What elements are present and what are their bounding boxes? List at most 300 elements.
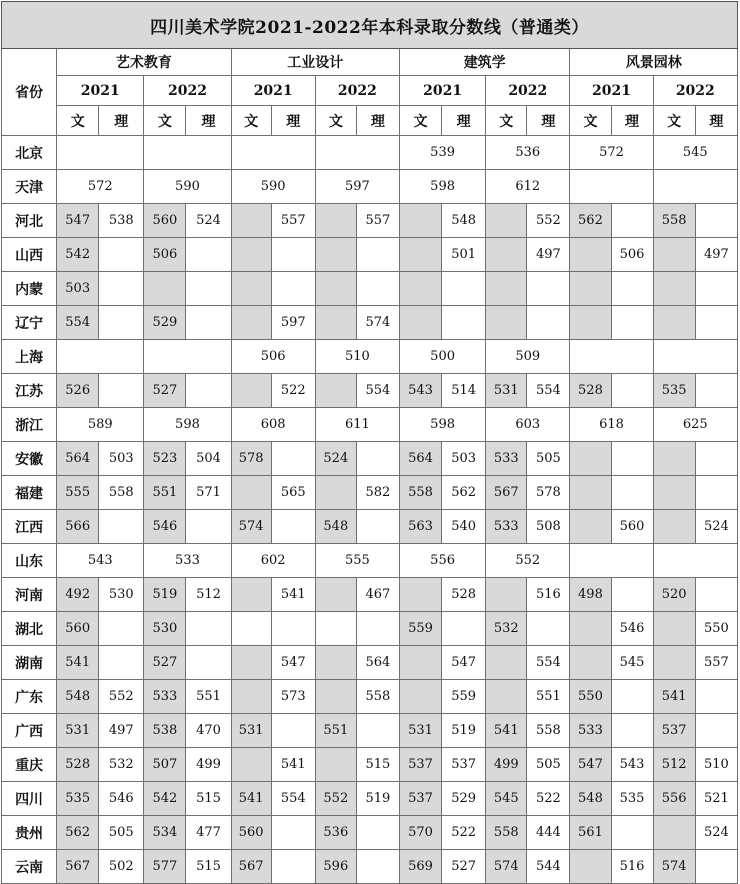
score-cell: 559 <box>399 612 441 646</box>
score-cell <box>99 646 144 680</box>
score-cell: 558 <box>486 816 527 850</box>
score-cell <box>570 340 653 374</box>
score-cell <box>315 204 356 238</box>
track-header: 理 <box>527 106 570 136</box>
score-cell <box>231 374 271 408</box>
score-cell <box>186 612 231 646</box>
score-cell: 560 <box>144 204 186 238</box>
score-cell <box>356 714 399 748</box>
score-cell: 567 <box>57 850 99 884</box>
score-cell: 542 <box>57 238 99 272</box>
table-row <box>2 714 738 748</box>
score-cell: 547 <box>271 646 315 680</box>
table-row <box>2 578 738 612</box>
score-cell <box>271 714 315 748</box>
province-cell: 河南 <box>2 578 57 612</box>
score-cell: 552 <box>99 680 144 714</box>
score-cell: 503 <box>57 272 99 306</box>
score-cell: 550 <box>570 680 611 714</box>
score-cell <box>315 238 356 272</box>
score-table <box>1 1 738 884</box>
score-cell <box>611 272 653 306</box>
table-row <box>2 850 738 884</box>
major-header-landscape: 风景园林 <box>570 49 738 76</box>
score-cell <box>570 238 611 272</box>
score-cell <box>611 680 653 714</box>
score-cell <box>315 476 356 510</box>
score-cell <box>231 238 271 272</box>
score-cell <box>271 816 315 850</box>
score-cell <box>231 476 271 510</box>
score-cell: 524 <box>695 816 737 850</box>
score-cell: 562 <box>57 816 99 850</box>
table-row <box>2 306 738 340</box>
score-cell <box>570 612 611 646</box>
score-cell: 536 <box>315 816 356 850</box>
score-cell <box>486 646 527 680</box>
score-cell: 499 <box>486 748 527 782</box>
track-header: 理 <box>99 106 144 136</box>
score-cell <box>231 306 271 340</box>
score-cell <box>99 374 144 408</box>
score-cell: 545 <box>486 782 527 816</box>
score-cell: 535 <box>611 782 653 816</box>
score-cell: 533 <box>144 544 231 578</box>
province-cell: 贵州 <box>2 816 57 850</box>
score-cell: 551 <box>186 680 231 714</box>
score-cell: 540 <box>442 510 486 544</box>
score-cell: 555 <box>57 476 99 510</box>
score-cell: 563 <box>399 510 441 544</box>
score-cell <box>399 238 441 272</box>
score-cell: 522 <box>527 782 570 816</box>
score-cell: 527 <box>442 850 486 884</box>
score-cell: 550 <box>695 612 737 646</box>
score-cell: 497 <box>695 238 737 272</box>
score-cell <box>695 850 737 884</box>
score-cell <box>695 476 737 510</box>
score-cell: 564 <box>356 646 399 680</box>
table-row <box>2 136 738 170</box>
track-header: 理 <box>271 106 315 136</box>
score-cell: 572 <box>570 136 653 170</box>
score-cell: 574 <box>486 850 527 884</box>
table-row <box>2 408 738 442</box>
score-cell: 548 <box>315 510 356 544</box>
score-cell <box>186 306 231 340</box>
score-cell: 546 <box>144 510 186 544</box>
province-cell: 辽宁 <box>2 306 57 340</box>
score-cell: 552 <box>315 782 356 816</box>
track-header: 文 <box>315 106 356 136</box>
track-header: 文 <box>231 106 271 136</box>
score-cell: 492 <box>57 578 99 612</box>
province-cell: 安徽 <box>2 442 57 476</box>
track-header: 文 <box>399 106 441 136</box>
score-cell: 552 <box>527 204 570 238</box>
score-cell <box>611 306 653 340</box>
score-cell <box>186 510 231 544</box>
score-cell: 531 <box>57 714 99 748</box>
score-cell: 530 <box>99 578 144 612</box>
score-cell: 539 <box>399 136 485 170</box>
score-cell <box>442 612 486 646</box>
score-cell <box>527 306 570 340</box>
score-cell <box>231 612 271 646</box>
score-cell <box>695 306 737 340</box>
score-cell: 551 <box>527 680 570 714</box>
score-cell: 545 <box>611 646 653 680</box>
score-cell: 558 <box>527 714 570 748</box>
table-row <box>2 340 738 374</box>
track-header: 文 <box>653 106 695 136</box>
score-cell: 572 <box>57 170 144 204</box>
score-cell: 554 <box>356 374 399 408</box>
score-cell <box>653 442 695 476</box>
score-cell <box>570 850 611 884</box>
score-cell: 498 <box>570 578 611 612</box>
score-cell: 512 <box>186 578 231 612</box>
score-cell: 510 <box>695 748 737 782</box>
table-title: 四川美术学院2021-2022年本科录取分数线（普通类） <box>2 2 738 49</box>
score-cell <box>186 374 231 408</box>
score-cell: 560 <box>231 816 271 850</box>
score-cell: 544 <box>527 850 570 884</box>
score-cell: 571 <box>186 476 231 510</box>
score-cell: 503 <box>99 442 144 476</box>
score-cell <box>356 612 399 646</box>
score-cell: 611 <box>315 408 399 442</box>
score-cell: 533 <box>486 510 527 544</box>
score-cell: 536 <box>486 136 570 170</box>
score-cell: 538 <box>144 714 186 748</box>
score-cell: 546 <box>611 612 653 646</box>
score-cell: 521 <box>695 782 737 816</box>
score-cell <box>186 272 231 306</box>
score-cell <box>356 816 399 850</box>
score-cell: 524 <box>695 510 737 544</box>
score-cell <box>486 306 527 340</box>
score-cell: 509 <box>486 340 570 374</box>
score-cell: 608 <box>231 408 315 442</box>
score-cell: 558 <box>356 680 399 714</box>
score-cell: 560 <box>611 510 653 544</box>
province-cell: 广西 <box>2 714 57 748</box>
track-header: 理 <box>611 106 653 136</box>
score-cell: 559 <box>442 680 486 714</box>
score-cell <box>442 272 486 306</box>
score-cell: 545 <box>653 136 737 170</box>
score-cell <box>653 476 695 510</box>
score-cell: 558 <box>399 476 441 510</box>
score-cell <box>271 238 315 272</box>
score-cell: 577 <box>144 850 186 884</box>
score-cell <box>356 850 399 884</box>
score-cell <box>653 340 737 374</box>
track-header: 文 <box>570 106 611 136</box>
score-cell <box>99 238 144 272</box>
year-header: 2022 <box>486 76 570 106</box>
score-cell: 556 <box>399 544 485 578</box>
score-cell <box>315 306 356 340</box>
major-header-architecture: 建筑学 <box>399 49 569 76</box>
score-cell <box>315 680 356 714</box>
table-row <box>2 442 738 476</box>
score-cell <box>315 374 356 408</box>
table-row <box>2 782 738 816</box>
score-cell <box>231 748 271 782</box>
year-header: 2022 <box>653 76 737 106</box>
score-cell <box>653 612 695 646</box>
score-cell: 557 <box>271 204 315 238</box>
score-cell <box>611 204 653 238</box>
score-cell <box>570 544 653 578</box>
score-cell: 515 <box>186 850 231 884</box>
score-cell: 556 <box>653 782 695 816</box>
score-cell <box>144 136 231 170</box>
score-cell: 547 <box>442 646 486 680</box>
score-cell: 530 <box>144 612 186 646</box>
table-row <box>2 612 738 646</box>
province-cell: 山东 <box>2 544 57 578</box>
score-cell: 547 <box>57 204 99 238</box>
score-cell: 597 <box>271 306 315 340</box>
table-row <box>2 510 738 544</box>
score-cell <box>486 204 527 238</box>
score-cell: 531 <box>231 714 271 748</box>
score-cell <box>611 816 653 850</box>
year-header: 2021 <box>231 76 315 106</box>
score-cell: 546 <box>99 782 144 816</box>
score-cell: 554 <box>527 646 570 680</box>
score-cell: 603 <box>486 408 570 442</box>
score-cell: 527 <box>144 646 186 680</box>
score-cell <box>99 306 144 340</box>
score-cell <box>356 510 399 544</box>
score-cell: 531 <box>399 714 441 748</box>
score-cell: 625 <box>653 408 737 442</box>
score-cell: 532 <box>486 612 527 646</box>
table-row <box>2 238 738 272</box>
score-cell: 506 <box>144 238 186 272</box>
province-cell: 浙江 <box>2 408 57 442</box>
track-header: 文 <box>486 106 527 136</box>
score-cell: 512 <box>653 748 695 782</box>
table-row <box>2 544 738 578</box>
score-cell <box>315 272 356 306</box>
score-cell: 534 <box>144 816 186 850</box>
score-cell: 554 <box>271 782 315 816</box>
score-cell: 467 <box>356 578 399 612</box>
score-cell: 548 <box>442 204 486 238</box>
score-cell <box>315 748 356 782</box>
score-cell: 502 <box>99 850 144 884</box>
score-cell <box>99 612 144 646</box>
score-cell: 533 <box>144 680 186 714</box>
score-cell: 618 <box>570 408 653 442</box>
major-header-industrial-design: 工业设计 <box>231 49 399 76</box>
score-cell: 501 <box>442 238 486 272</box>
score-cell: 533 <box>486 442 527 476</box>
score-cell <box>653 170 737 204</box>
score-cell: 514 <box>442 374 486 408</box>
score-cell <box>399 680 441 714</box>
score-cell <box>570 510 611 544</box>
score-cell: 516 <box>527 578 570 612</box>
score-cell <box>570 170 653 204</box>
score-cell: 519 <box>442 714 486 748</box>
score-cell: 519 <box>356 782 399 816</box>
score-cell <box>653 816 695 850</box>
score-cell: 562 <box>570 204 611 238</box>
score-cell: 541 <box>653 680 695 714</box>
score-cell: 565 <box>271 476 315 510</box>
score-cell: 570 <box>399 816 441 850</box>
score-cell: 532 <box>99 748 144 782</box>
score-cell: 564 <box>399 442 441 476</box>
score-cell: 561 <box>570 816 611 850</box>
score-cell: 503 <box>442 442 486 476</box>
score-cell <box>653 510 695 544</box>
score-cell: 528 <box>442 578 486 612</box>
score-cell: 499 <box>186 748 231 782</box>
score-cell: 538 <box>99 204 144 238</box>
score-cell <box>231 204 271 238</box>
province-cell: 河北 <box>2 204 57 238</box>
score-cell <box>271 612 315 646</box>
score-cell <box>611 442 653 476</box>
score-cell: 541 <box>486 714 527 748</box>
score-cell: 558 <box>99 476 144 510</box>
score-cell <box>653 238 695 272</box>
score-cell <box>695 204 737 238</box>
major-header-art-education: 艺术教育 <box>57 49 231 76</box>
score-cell: 589 <box>57 408 144 442</box>
score-cell <box>271 272 315 306</box>
province-cell: 江西 <box>2 510 57 544</box>
score-cell: 590 <box>144 170 231 204</box>
score-cell <box>695 272 737 306</box>
year-header: 2021 <box>570 76 653 106</box>
table-row <box>2 272 738 306</box>
score-cell <box>611 714 653 748</box>
score-cell: 506 <box>231 340 315 374</box>
score-cell <box>186 646 231 680</box>
table-row <box>2 748 738 782</box>
score-table-sheet <box>1 1 738 881</box>
score-cell: 543 <box>399 374 441 408</box>
score-cell: 505 <box>99 816 144 850</box>
province-column-header: 省份 <box>2 49 57 136</box>
year-header: 2022 <box>144 76 231 106</box>
score-cell <box>315 136 399 170</box>
province-cell: 北京 <box>2 136 57 170</box>
table-row <box>2 476 738 510</box>
score-cell <box>231 646 271 680</box>
year-header: 2021 <box>399 76 485 106</box>
score-cell <box>653 646 695 680</box>
score-cell: 602 <box>231 544 315 578</box>
score-cell: 533 <box>570 714 611 748</box>
score-cell <box>570 442 611 476</box>
score-cell <box>695 714 737 748</box>
score-cell <box>144 340 231 374</box>
score-cell: 597 <box>315 170 399 204</box>
table-row <box>2 646 738 680</box>
score-cell <box>271 442 315 476</box>
province-cell: 内蒙 <box>2 272 57 306</box>
province-cell: 广东 <box>2 680 57 714</box>
score-cell: 551 <box>315 714 356 748</box>
score-cell <box>99 272 144 306</box>
score-cell: 508 <box>527 510 570 544</box>
score-cell <box>570 272 611 306</box>
score-cell <box>231 136 315 170</box>
score-cell <box>570 306 611 340</box>
score-cell: 543 <box>611 748 653 782</box>
score-cell <box>57 340 144 374</box>
score-cell <box>570 646 611 680</box>
score-cell: 537 <box>653 714 695 748</box>
score-cell: 531 <box>486 374 527 408</box>
score-cell: 516 <box>611 850 653 884</box>
score-cell: 548 <box>57 680 99 714</box>
score-cell <box>356 238 399 272</box>
score-cell <box>99 510 144 544</box>
score-cell: 524 <box>186 204 231 238</box>
score-cell: 537 <box>399 782 441 816</box>
score-cell: 541 <box>271 748 315 782</box>
score-cell: 504 <box>186 442 231 476</box>
score-cell: 537 <box>399 748 441 782</box>
score-cell <box>399 578 441 612</box>
track-header: 理 <box>442 106 486 136</box>
score-cell <box>186 238 231 272</box>
score-cell <box>356 442 399 476</box>
score-cell: 500 <box>399 340 485 374</box>
score-cell: 520 <box>653 578 695 612</box>
score-cell <box>611 476 653 510</box>
score-cell <box>611 374 653 408</box>
score-cell: 477 <box>186 816 231 850</box>
score-cell: 598 <box>399 408 485 442</box>
score-cell: 505 <box>527 748 570 782</box>
province-cell: 四川 <box>2 782 57 816</box>
score-cell <box>695 442 737 476</box>
score-cell: 551 <box>144 476 186 510</box>
score-cell: 548 <box>570 782 611 816</box>
score-cell <box>695 680 737 714</box>
score-cell: 522 <box>442 816 486 850</box>
score-cell: 567 <box>486 476 527 510</box>
track-header: 文 <box>57 106 99 136</box>
score-cell: 524 <box>315 442 356 476</box>
score-cell <box>399 204 441 238</box>
score-cell: 543 <box>57 544 144 578</box>
score-cell: 612 <box>486 170 570 204</box>
score-cell <box>356 272 399 306</box>
score-cell: 444 <box>527 816 570 850</box>
score-cell: 582 <box>356 476 399 510</box>
score-cell: 554 <box>57 306 99 340</box>
score-cell: 574 <box>653 850 695 884</box>
score-cell: 529 <box>442 782 486 816</box>
track-header: 理 <box>356 106 399 136</box>
score-cell: 567 <box>231 850 271 884</box>
score-cell: 510 <box>315 340 399 374</box>
score-cell: 523 <box>144 442 186 476</box>
score-cell: 560 <box>57 612 99 646</box>
